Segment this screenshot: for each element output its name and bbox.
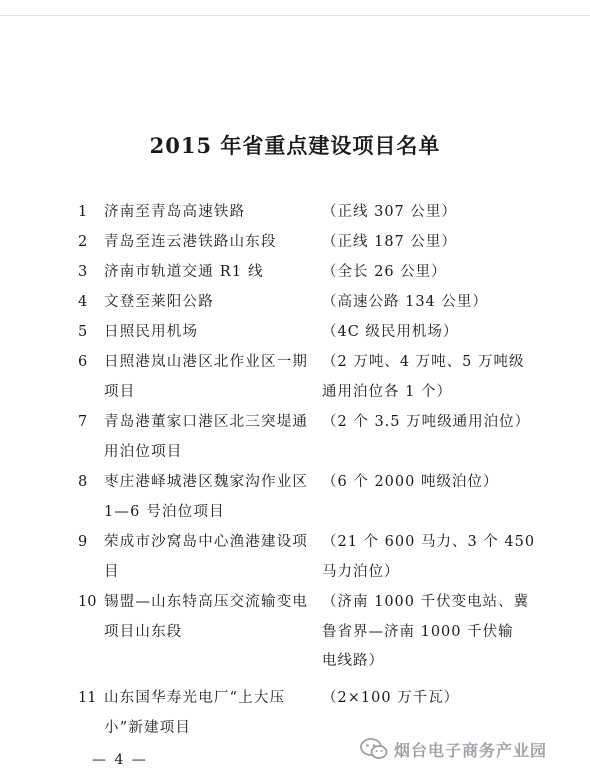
project-name <box>104 348 309 407</box>
project-name-line: 青岛港董家口港区北三突堤通 <box>104 414 309 430</box>
project-description-line: （21 个 600 马力、3 个 450 <box>322 534 536 550</box>
project-description <box>322 408 531 438</box>
project-description <box>322 288 522 318</box>
project-number: 2 <box>78 234 88 250</box>
project-name-line: 济南至青岛高速铁路 <box>104 204 246 220</box>
wechat-icon <box>360 738 388 760</box>
project-description-line: （正线 187 公里） <box>322 234 457 250</box>
project-description <box>322 198 522 228</box>
project-description <box>322 468 522 498</box>
project-name <box>104 468 309 527</box>
project-name-line: 青岛至连云港铁路山东段 <box>104 234 277 250</box>
project-description-line: （2 万吨、4 万吨、5 万吨级 <box>322 354 525 370</box>
project-number: 3 <box>78 264 88 280</box>
project-name-line: 日照民用机场 <box>104 324 199 340</box>
project-description-line: 通用泊位各 1 个） <box>322 383 452 400</box>
project-name <box>104 228 309 258</box>
watermark <box>360 736 584 762</box>
project-name-line: 1—6 号泊位项目 <box>104 503 225 520</box>
project-number: 7 <box>78 414 88 430</box>
project-number: 6 <box>78 354 88 370</box>
project-description-line: 马力泊位） <box>322 563 400 580</box>
page-number: — 4 — <box>92 752 148 768</box>
project-description <box>322 258 522 288</box>
project-description <box>322 228 522 258</box>
project-name <box>104 318 309 348</box>
project-number: 11 <box>78 690 97 706</box>
document-title: 2015 年省重点建设项目名单 <box>149 133 441 158</box>
project-description-line: 电线路） <box>322 653 384 669</box>
project-number: 10 <box>78 594 97 610</box>
project-name-line: 荣成市沙窝岛中心渔港建设项 <box>104 534 309 550</box>
project-description <box>322 318 522 348</box>
project-number: 8 <box>78 474 88 490</box>
project-name-line: 目 <box>104 563 120 580</box>
project-name-line: 用泊位项目 <box>104 443 183 460</box>
project-description <box>322 684 522 714</box>
project-name-line: 枣庄港峄城港区魏家沟作业区 <box>104 474 309 490</box>
project-name-line: 小”新建项目 <box>104 719 192 736</box>
project-name <box>104 288 309 318</box>
project-name <box>104 198 309 228</box>
page-top-rule <box>0 0 590 16</box>
project-description-line: （6 个 2000 吨级泊位） <box>322 474 499 490</box>
project-description-line: （4C 级民用机场） <box>322 324 459 340</box>
project-name-line: 山东国华寿光电厂“上大压 <box>104 690 286 706</box>
project-name <box>104 588 309 647</box>
watermark-text: 烟台电子商务产业园 <box>394 740 548 760</box>
project-name-line: 文登至莱阳公路 <box>104 294 214 310</box>
project-description <box>322 588 530 677</box>
project-number: 5 <box>78 324 88 340</box>
project-description-line: （高速公路 134 公里） <box>322 294 488 310</box>
project-description <box>322 528 536 587</box>
project-name-line: 项目山东段 <box>104 623 183 640</box>
project-description <box>322 348 525 407</box>
project-name-line: 项目 <box>104 383 136 400</box>
project-name <box>104 408 309 467</box>
project-name <box>104 258 309 288</box>
project-number: 1 <box>78 204 88 220</box>
project-description-line: （正线 307 公里） <box>322 204 457 220</box>
project-name-line: 济南市轨道交通 R1 线 <box>104 264 264 280</box>
project-name-line: 锡盟—山东特高压交流输变电 <box>104 594 309 610</box>
project-description-line: 鲁省界—济南 1000 千伏输 <box>322 623 514 640</box>
project-description-line: （2 个 3.5 万吨级通用泊位） <box>322 414 531 430</box>
project-name <box>104 684 309 743</box>
project-number: 9 <box>78 534 88 550</box>
project-number: 4 <box>78 294 88 310</box>
project-description-line: （济南 1000 千伏变电站、冀 <box>322 594 530 610</box>
project-name-line: 日照港岚山港区北作业区一期 <box>104 354 309 370</box>
project-description-line: （2×100 万千瓦） <box>322 690 460 706</box>
project-description-line: （全长 26 公里） <box>322 264 447 280</box>
project-name <box>104 528 309 587</box>
